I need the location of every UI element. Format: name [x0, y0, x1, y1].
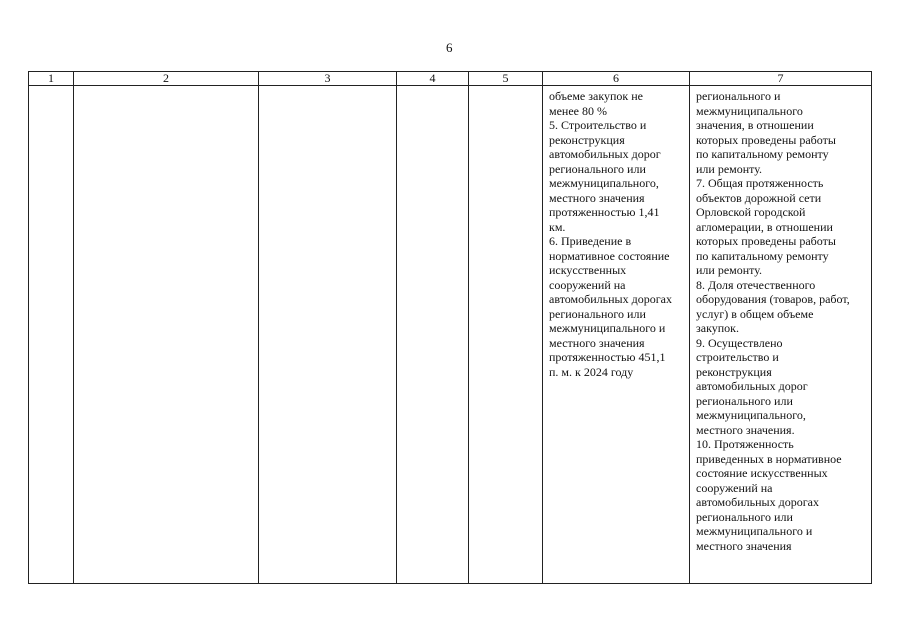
- page-number: 6: [446, 40, 453, 55]
- table-cell-col1: [29, 86, 74, 584]
- cell-text-col2: [74, 86, 258, 89]
- column-header-7: 7: [690, 72, 872, 86]
- column-header-2: 2: [74, 72, 259, 86]
- table-header-row: [29, 72, 872, 86]
- table-row: [29, 86, 872, 584]
- cell-text-col4: [397, 86, 468, 89]
- document-table: [28, 71, 872, 584]
- table-cell-col4: [397, 86, 469, 584]
- column-header-6: 6: [543, 72, 690, 86]
- column-header-4: 4: [397, 72, 469, 86]
- cell-text-col7: регионального и межмуниципального значения, в отношении которых проведены работы по капитальному ремонту или ремонту. 7. Общая протяженность объектов дорожной сети Орловской городской агломерации, в отношении которых проведены работы по капитальному ремонту или ремонту. 8. Доля отечественного оборудования (товаров, работ, услуг) в общем объеме закупок. 9. Осуществлено строительство и реконструкция автомобильных дорог регионального или межмуниципального, местного значения. 10. Протяженность приведенных в нормативное состояние искусственных сооружений на автомобильных дорогах регионального или межмуниципального и местного значения: [696, 89, 850, 553]
- cell-text-col6: объеме закупок не менее 80 % 5. Строительство и реконструкция автомобильных дорог регионального или межмуниципального, местного значения протяженностью 1,41 км. 6. Приведение в нормативное состояние искусственных сооружений на автомобильных дорогах регионального или межмуниципального и местного значения протяженностью 451,1 п. м. к 2024 году: [549, 89, 672, 379]
- table-cell-col2: [74, 86, 259, 584]
- cell-text-col3: [259, 86, 396, 89]
- cell-text-col5: [469, 86, 542, 89]
- table-cell-col5: [469, 86, 543, 584]
- column-header-1: 1: [29, 72, 74, 86]
- table-cell-col6: [543, 86, 690, 584]
- table-cell-col3: [259, 86, 397, 584]
- column-header-3: 3: [259, 72, 397, 86]
- column-header-5: 5: [469, 72, 543, 86]
- cell-text-col1: [29, 86, 73, 89]
- table-cell-col7: [690, 86, 872, 584]
